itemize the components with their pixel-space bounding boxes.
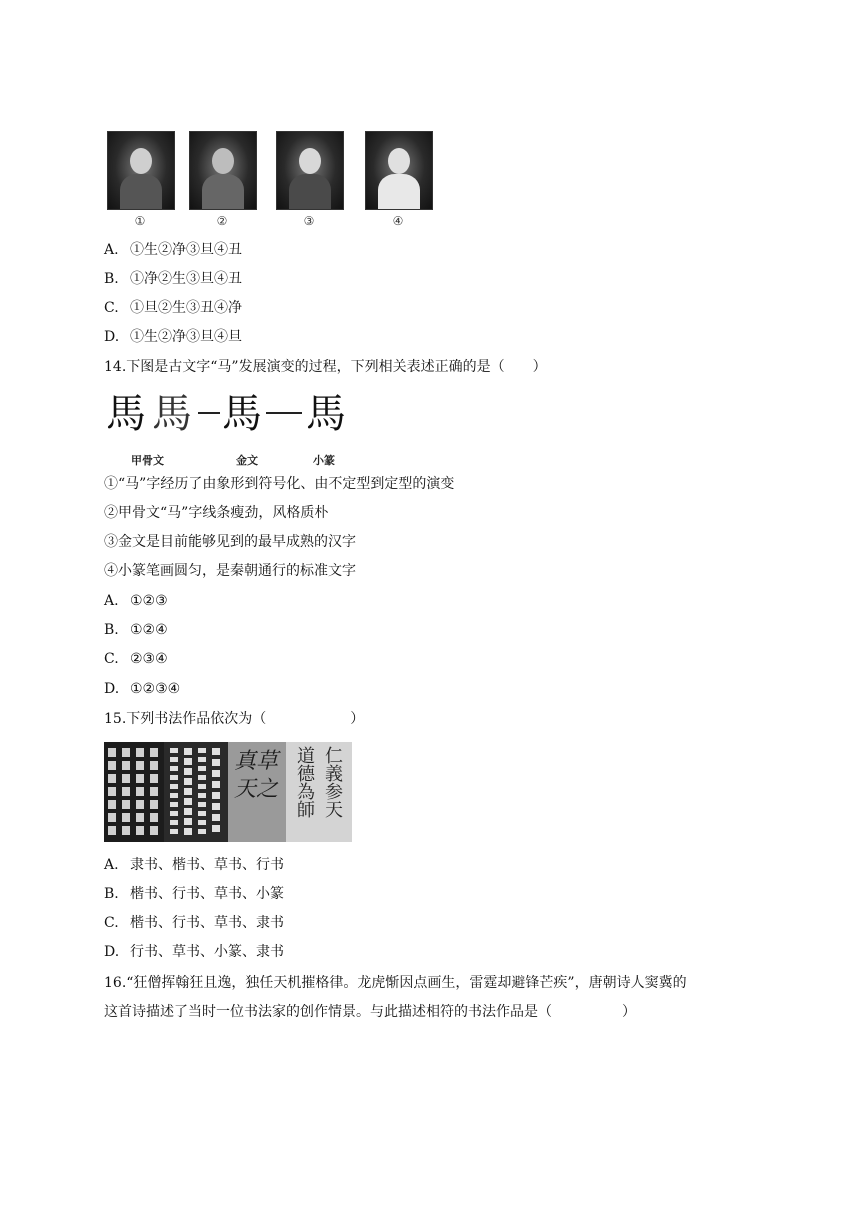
opera-photo-label-2: ②: [216, 214, 228, 228]
q14-statement-3: ③金文是目前能够见到的最早成熟的汉字: [104, 534, 356, 550]
q16-stem-line-2: 这首诗描述了当时一位书法家的创作情景。与此描述相符的书法作品是（ ）: [104, 1004, 636, 1020]
q14-option-c: C. ②③④: [104, 651, 168, 667]
opera-photo-1: [107, 131, 175, 210]
q14-option-a: A. ①②③: [104, 593, 168, 609]
calligraphy-panel-2: [164, 742, 228, 842]
q13-option-c: C. ①旦②生③丑④净: [104, 300, 242, 316]
q14-stem: 14.下图是古文字“马”发展演变的过程，下列相关表述正确的是（ ）: [104, 359, 547, 375]
q16-stem-line-1: 16.“狂僧挥翰狂且逸，独任天机摧格律。龙虎惭因点画生，雷霆却避锋芒疾”，唐朝诗人窦冀的: [104, 975, 687, 991]
bronze-script-glyph: 馬: [222, 391, 262, 437]
q15-option-c: C. 楷书、行书、草书、隶书: [104, 915, 284, 931]
q13-option-a: A. ①生②净③旦④丑: [104, 242, 242, 258]
q14-statement-1: ①“马”字经历了由象形到符号化、由不定型到定型的演变: [104, 476, 455, 492]
arrow-1: [198, 412, 220, 414]
opera-photo-4: [365, 131, 433, 210]
calligraphy-panel-3: [228, 742, 286, 842]
oracle-bone-glyph: 馬: [106, 391, 146, 437]
q14-statement-2: ②甲骨文“马”字线条瘦劲，风格质朴: [104, 505, 329, 521]
clerical-column-1: 仁義参天: [322, 746, 343, 818]
q14-option-d: D. ①②③④: [104, 681, 181, 697]
q14-statement-4: ④小篆笔画圆匀，是秦朝通行的标准文字: [104, 563, 356, 579]
small-seal-glyph: 馬: [306, 391, 346, 437]
q15-option-d: D. 行书、草书、小篆、隶书: [104, 944, 284, 960]
calligraphy-panel-1: [104, 742, 164, 842]
oracle-bone-glyph-variant: 馬: [152, 391, 192, 437]
q15-stem: 15.下列书法作品依次为（ ）: [104, 711, 365, 727]
opera-photo-3: [276, 131, 344, 210]
cursive-sample: 真草 天之: [234, 749, 279, 802]
caption-bronze: 金文: [236, 454, 258, 467]
clerical-column-2: 道德為師: [294, 746, 315, 818]
q15-option-a: A. 隶书、楷书、草书、行书: [104, 857, 284, 873]
q13-option-d: D. ①生②净③旦④旦: [104, 329, 242, 345]
arrow-2: [266, 412, 302, 414]
calligraphy-figure: [104, 742, 352, 842]
opera-photo-2: [189, 131, 257, 210]
calligraphy-panel-4: [286, 742, 352, 842]
q13-option-b: B. ①净②生③旦④丑: [104, 271, 242, 287]
caption-oracle-bone: 甲骨文: [131, 454, 164, 467]
q15-option-b: B. 楷书、行书、草书、小篆: [104, 886, 284, 902]
q14-option-b: B. ①②④: [104, 622, 168, 638]
opera-photo-label-4: ④: [392, 214, 404, 228]
caption-small-seal: 小篆: [313, 454, 335, 467]
opera-photo-label-3: ③: [303, 214, 315, 228]
opera-photo-label-1: ①: [134, 214, 146, 228]
